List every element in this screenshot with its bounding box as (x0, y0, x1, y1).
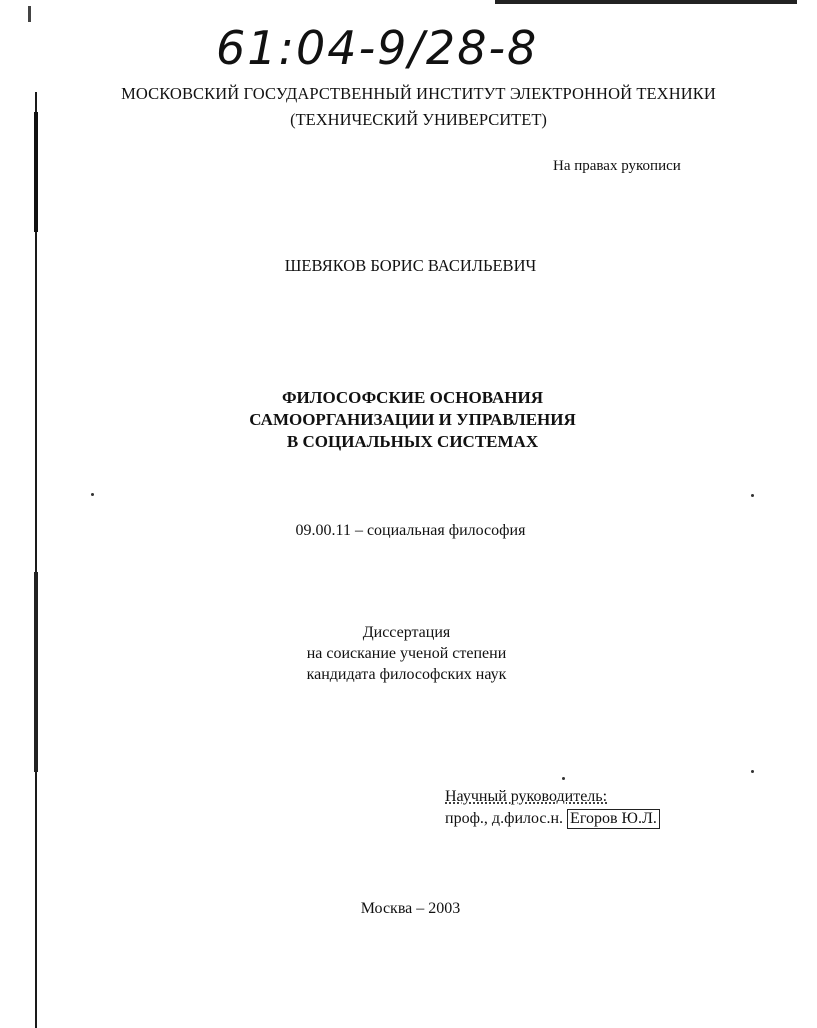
degree-statement (8, 622, 805, 685)
title-line: В СОЦИАЛЬНЫХ СИСТЕМАХ (286, 432, 539, 451)
archive-code-text: 61:04-9/28-8 (216, 21, 539, 75)
institute-name: МОСКОВСКИЙ ГОСУДАРСТВЕННЫЙ ИНСТИТУТ ЭЛЕКТРОННОЙ ТЕХНИКИ (121, 84, 716, 103)
scan-speck (751, 770, 754, 773)
supervisor-label: Научный руководитель: (445, 788, 608, 805)
scan-left-edge (34, 92, 38, 1028)
handwritten-archive-code (212, 8, 539, 84)
supervisor-block (445, 786, 660, 830)
author-name: ШЕВЯКОВ БОРИС ВАСИЛЬЕВИЧ (284, 256, 537, 275)
city-year: Москва – 2003 (360, 900, 461, 917)
scan-speck (562, 777, 565, 780)
university-name: (ТЕХНИЧЕСКИЙ УНИВЕРСИТЕТ) (290, 110, 547, 129)
dissertation-title (14, 387, 811, 453)
scan-corner-mark (28, 6, 31, 22)
supervisor-degree: проф., д.филос.н. (445, 810, 564, 827)
scan-speck (91, 493, 94, 496)
specialty-code: 09.00.11 – социальная философия (295, 522, 526, 539)
title-line: ФИЛОСОФСКИЕ ОСНОВАНИЯ (281, 388, 544, 407)
scan-top-edge (495, 0, 797, 4)
rights-note: На правах рукописи (553, 158, 681, 174)
degree-line: на соискание ученой степени (306, 645, 507, 662)
title-line: САМООРГАНИЗАЦИИ И УПРАВЛЕНИЯ (249, 410, 576, 429)
degree-line: Диссертация (362, 624, 451, 641)
degree-line: кандидата философских наук (306, 666, 507, 683)
scan-speck (751, 494, 754, 497)
supervisor-name: Егоров Ю.Л. (567, 809, 660, 829)
